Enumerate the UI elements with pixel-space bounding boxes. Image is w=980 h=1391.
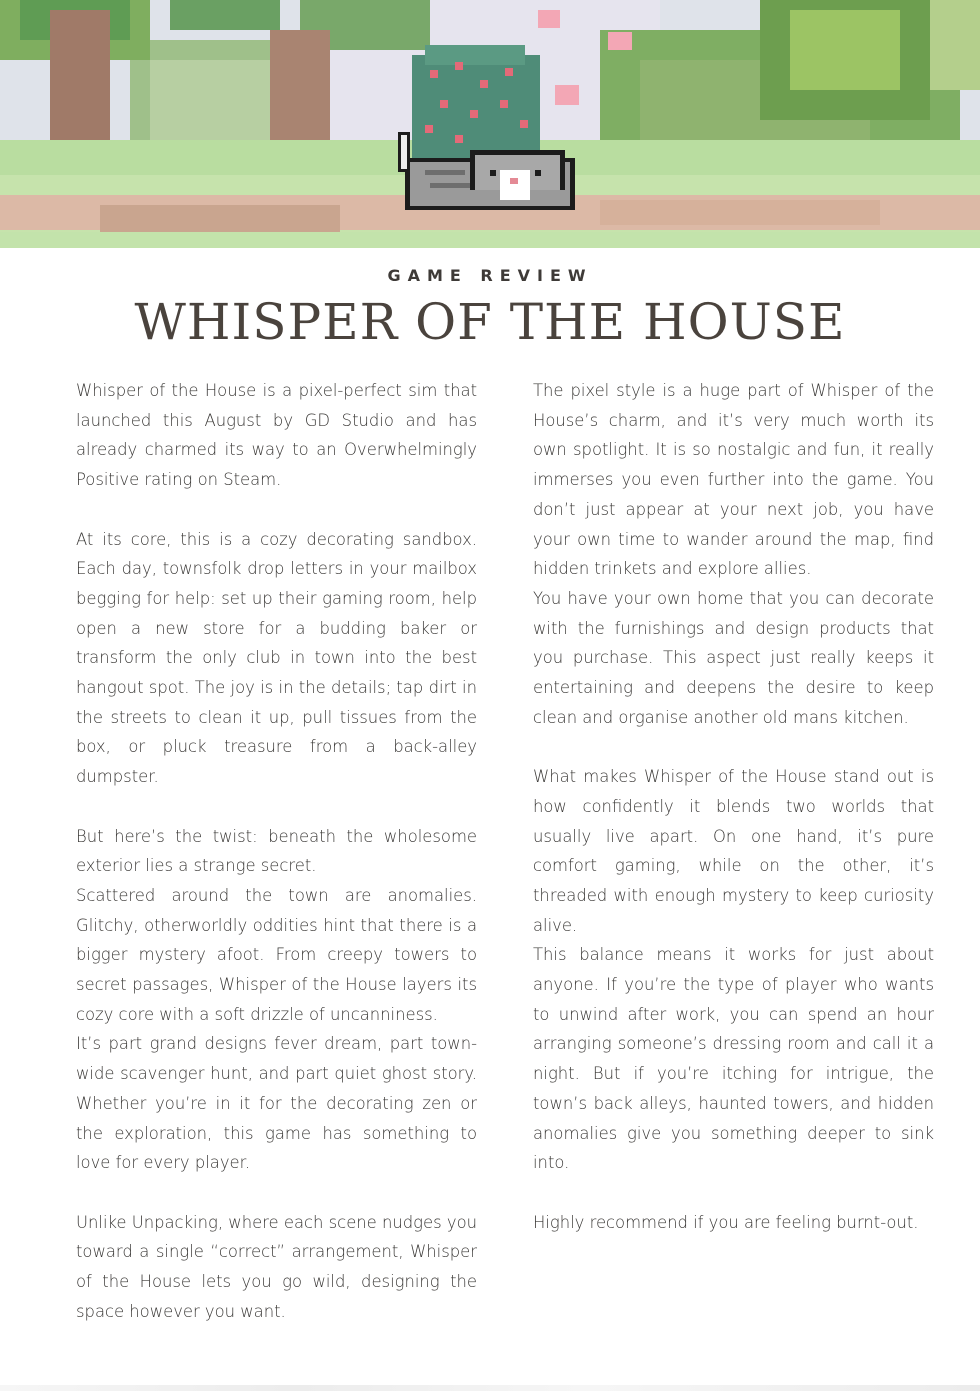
- paragraph: Whisper of the House is a pixel-perfect sim that launched this August by GD Studio and has already charmed its way to an Overwhelmingly Positive rating on Steam.: [76, 381, 477, 490]
- paragraph: This balance means it works for just about anyone. If you’re the type of player who wants to unwind after work, you can spend an hour arranging someone’s dressing room and call it a night. But if you’re itching for intrigue, the town’s back alleys, haunted towers, and hidden anomalies give you something deeper to sink into.: [533, 945, 934, 1173]
- header-banner-image: [0, 0, 980, 248]
- paragraph: The pixel style is a huge part of Whisper of the House’s charm, and it’s very much worth its own spotlight. It is so nostalgic and fun, it really immerses you even further into the game. You don’t just appear at your next job, you have your own time to wander around the map, find hidden trinkets and explore allies.: [533, 381, 934, 579]
- paragraph: Unlike Unpacking, where each scene nudges you toward a single “correct” arrangement, Whisper of the House lets you go wild, designing the space however you want.: [76, 1212, 477, 1321]
- pixel-garden-illustration: [0, 0, 980, 248]
- paragraph: At its core, this is a cozy decorating sandbox. Each day, townsfolk drop letters in your mailbox begging for help: set up their gaming room, help open a new store for a budding baker or transform the only club in town into the best hangout spot. The joy is in the details; tap dirt in the streets to clean it up, pull tissues from the box, or pluck treasure from a back-alley dumpster.: [76, 529, 477, 787]
- article-title: WHISPER OF THE HOUSE: [134, 293, 846, 351]
- paragraph: You have your own home that you can decorate with the furnishings and design products that you purchase. This aspect just really keeps it entertaining and deepens the desire to keep clean and organise another old mans kitchen.: [533, 588, 934, 727]
- paragraph: What makes Whisper of the House stand out is how confidently it blends two worlds that usually live apart. On one hand, it’s pure comfort gaming, while on the other, it’s threaded with enough mystery to keep curiosity alive.: [533, 767, 934, 935]
- right-column: [533, 376, 934, 1237]
- paragraph: But here’s the twist: beneath the wholesome exterior lies a strange secret.: [76, 826, 477, 876]
- left-column: [76, 376, 477, 1326]
- paragraph: Scattered around the town are anomalies. Glitchy, otherworldly oddities hint that there is a bigger mystery afoot. From creepy towers to secret passages, Whisper of the House layers its cozy core with a soft drizzle of uncanniness.: [76, 885, 477, 1024]
- bottom-edge-decoration: [0, 1385, 980, 1391]
- section-kicker: GAME REVIEW: [387, 266, 593, 285]
- paragraph: Highly recommend if you are feeling burnt-out.: [533, 1212, 919, 1232]
- paragraph: It’s part grand designs fever dream, part town-wide scavenger hunt, and part quiet ghost story. Whether you’re in it for the decorating zen or the exploration, this game has something to love for every player.: [76, 1034, 477, 1173]
